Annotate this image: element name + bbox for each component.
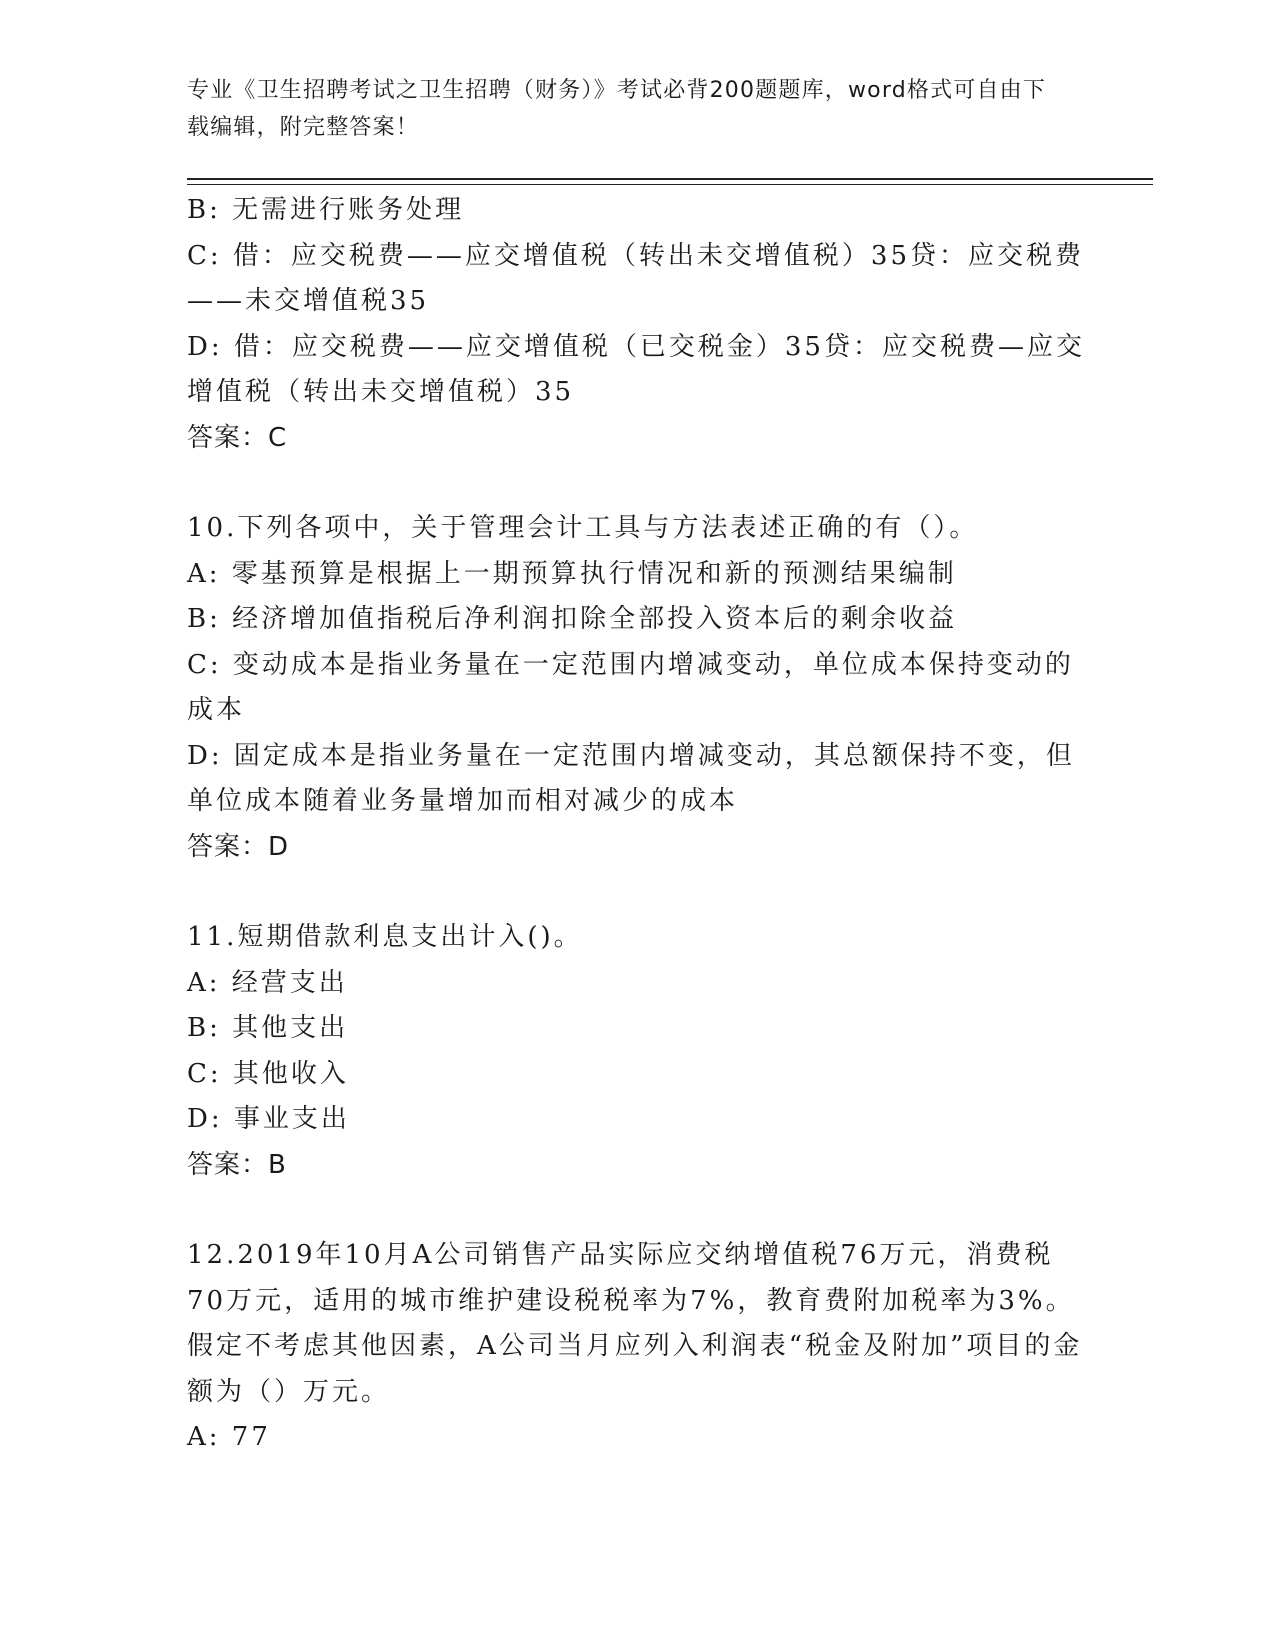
document-title: 专业《卫生招聘考试之卫生招聘（财务）》考试必背200题题库，word格式可自由下载编辑，附完整答案！ [187,78,1047,140]
option-a: A: 77 [187,1422,271,1452]
option-b: B: 经济增加值指税后净利润扣除全部投入资本后的剩余收益 [187,604,958,634]
option-b: B: 其他支出 [187,1013,349,1043]
spacer [187,870,1087,915]
spacer [187,1188,1087,1233]
option-d: D: 事业支出 [187,1104,350,1134]
question-11 [187,915,1087,1188]
question-text: 12.2019年10月A公司销售产品实际应交纳增值税76万元，消费税70万元，适用的城市维护建设税税率为7%，教育费附加税率为3%。假定不考虑其他因素，A公司当月应列入利润表“税金及附加”项目的金额为（）万元。 [187,1240,1083,1407]
option-a: A: 零基预算是根据上一期预算执行情况和新的预测结果编制 [187,558,957,589]
option-d: D: 固定成本是指业务量在一定范围内增减变动，其总额保持不变，但单位成本随着业务量增加而相对减少的成本 [187,740,1075,816]
question-text: 11.短期借款利息支出计入()。 [187,922,583,952]
question-10 [187,506,1087,870]
option-b: B: 无需进行账务处理 [187,195,465,225]
question-12 [187,1233,1087,1461]
option-a: A: 经营支出 [187,967,348,998]
option-c: C: 其他收入 [187,1058,349,1089]
spacer [187,461,1087,506]
question-list [187,188,1087,1461]
answer: 答案：B [187,1149,287,1180]
answer: 答案：C [187,422,288,453]
option-d: D: 借：应交税费——应交增值税（已交税金）35贷：应交税费—应交增值税（转出未交增值税）35 [187,331,1085,407]
question-text: 10.下列各项中，关于管理会计工具与方法表述正确的有（）。 [187,513,979,543]
header-divider [187,178,1153,185]
document-header [187,72,1067,146]
question-9-continued [187,188,1087,461]
option-c: C: 变动成本是指业务量在一定范围内增减变动，单位成本保持变动的成本 [187,649,1074,725]
answer: 答案：D [187,831,290,862]
option-c: C: 借：应交税费——应交增值税（转出未交增值税）35贷：应交税费——未交增值税35 [187,240,1085,316]
